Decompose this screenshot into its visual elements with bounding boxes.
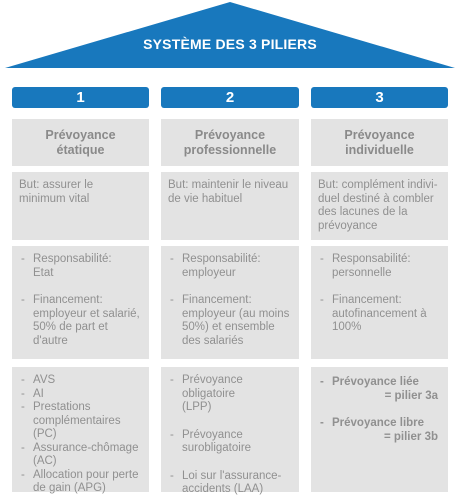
pillar-1-benefits bbox=[12, 367, 149, 492]
list-item: - AI bbox=[21, 387, 44, 400]
pillar-1-title bbox=[12, 119, 149, 166]
pillar-1-goal bbox=[12, 172, 149, 240]
list-item: - Assurance-chômage (AC) bbox=[21, 441, 139, 467]
pillar-3b-label: = pilier 3b bbox=[383, 430, 438, 443]
pillar-3-goal-line-4: prévoyance bbox=[318, 219, 378, 232]
pillar-2-title bbox=[161, 119, 299, 166]
pillar-2-number: 2 bbox=[161, 87, 299, 108]
pillar-2-title-line-1: Prévoyance bbox=[194, 127, 266, 142]
pillar-1-title-line-2: étatique bbox=[56, 142, 105, 157]
pillar-3a-label: = pilier 3a bbox=[384, 389, 438, 402]
pillar-2-responsibility-financing bbox=[161, 246, 299, 359]
pillar-2-goal-line-1: But: maintenir le niveau bbox=[168, 179, 289, 191]
pillar-3-goal-line-1: But: complément indivi- bbox=[318, 179, 438, 191]
pillar-3-title-line-1: Prévoyance bbox=[344, 127, 415, 142]
list-item: - Loi sur l'assurance- accidents (LAA) bbox=[170, 469, 282, 495]
list-item: - Prévoyance libre bbox=[320, 417, 425, 429]
pillar-2-benefits bbox=[161, 367, 299, 495]
pillar-3-title-line-2: individuelle bbox=[345, 142, 414, 157]
pillar-2-goal-line-2: de vie habituel bbox=[168, 192, 243, 205]
pillar-1-goal-line-1: But: assurer le bbox=[19, 179, 94, 191]
pillar-3-financing: - Financement: autofinancement à 100% bbox=[320, 294, 427, 333]
pillar-2-title-line-2: professionnelle bbox=[183, 142, 277, 157]
pillar-1-financing: - Financement: employeur et salarié, 50% de part et d'autre bbox=[21, 294, 140, 347]
list-item: - Prestations complémentaires (PC) bbox=[21, 401, 121, 440]
pillar-3-title bbox=[311, 119, 448, 166]
pillar-3-goal-line-2: duel destiné à combler bbox=[318, 192, 434, 205]
pillar-1-number: 1 bbox=[12, 87, 149, 108]
pillar-1-responsibility-financing bbox=[12, 246, 149, 359]
list-item: - Prévoyance liée bbox=[320, 376, 419, 388]
pillar-3-benefits bbox=[311, 367, 448, 492]
pillar-3-number: 3 bbox=[311, 87, 448, 108]
list-item: - Allocation pour perte de gain (APG) bbox=[21, 468, 139, 494]
pillar-1-goal-line-2: minimum vital bbox=[19, 192, 90, 205]
pillar-1-responsibility: - Responsabilité: Etat bbox=[21, 253, 112, 279]
diagram-title: SYSTÈME DES 3 PILIERS bbox=[143, 36, 317, 52]
list-item: - Prévoyance surobligatoire bbox=[170, 428, 252, 454]
pillar-2-goal bbox=[161, 172, 299, 240]
list-item: - AVS bbox=[21, 374, 56, 386]
pillar-2-responsibility: - Responsabilité: employeur bbox=[170, 253, 261, 279]
pillar-3-responsibility: - Responsabilité: personnelle bbox=[320, 253, 411, 279]
pillar-3-responsibility-financing bbox=[311, 246, 448, 359]
list-item: - Prévoyance obligatoire (LPP) bbox=[170, 374, 243, 413]
pillar-3-goal bbox=[311, 172, 448, 240]
pillar-1-title-line-1: Prévoyance bbox=[45, 127, 116, 142]
pillar-3-goal-line-3: des lacunes de la bbox=[318, 206, 408, 218]
roof-shape bbox=[5, 2, 455, 68]
pillar-2-financing: - Financement: employeur (au moins 50%) et ensemble des salariés bbox=[170, 294, 290, 347]
